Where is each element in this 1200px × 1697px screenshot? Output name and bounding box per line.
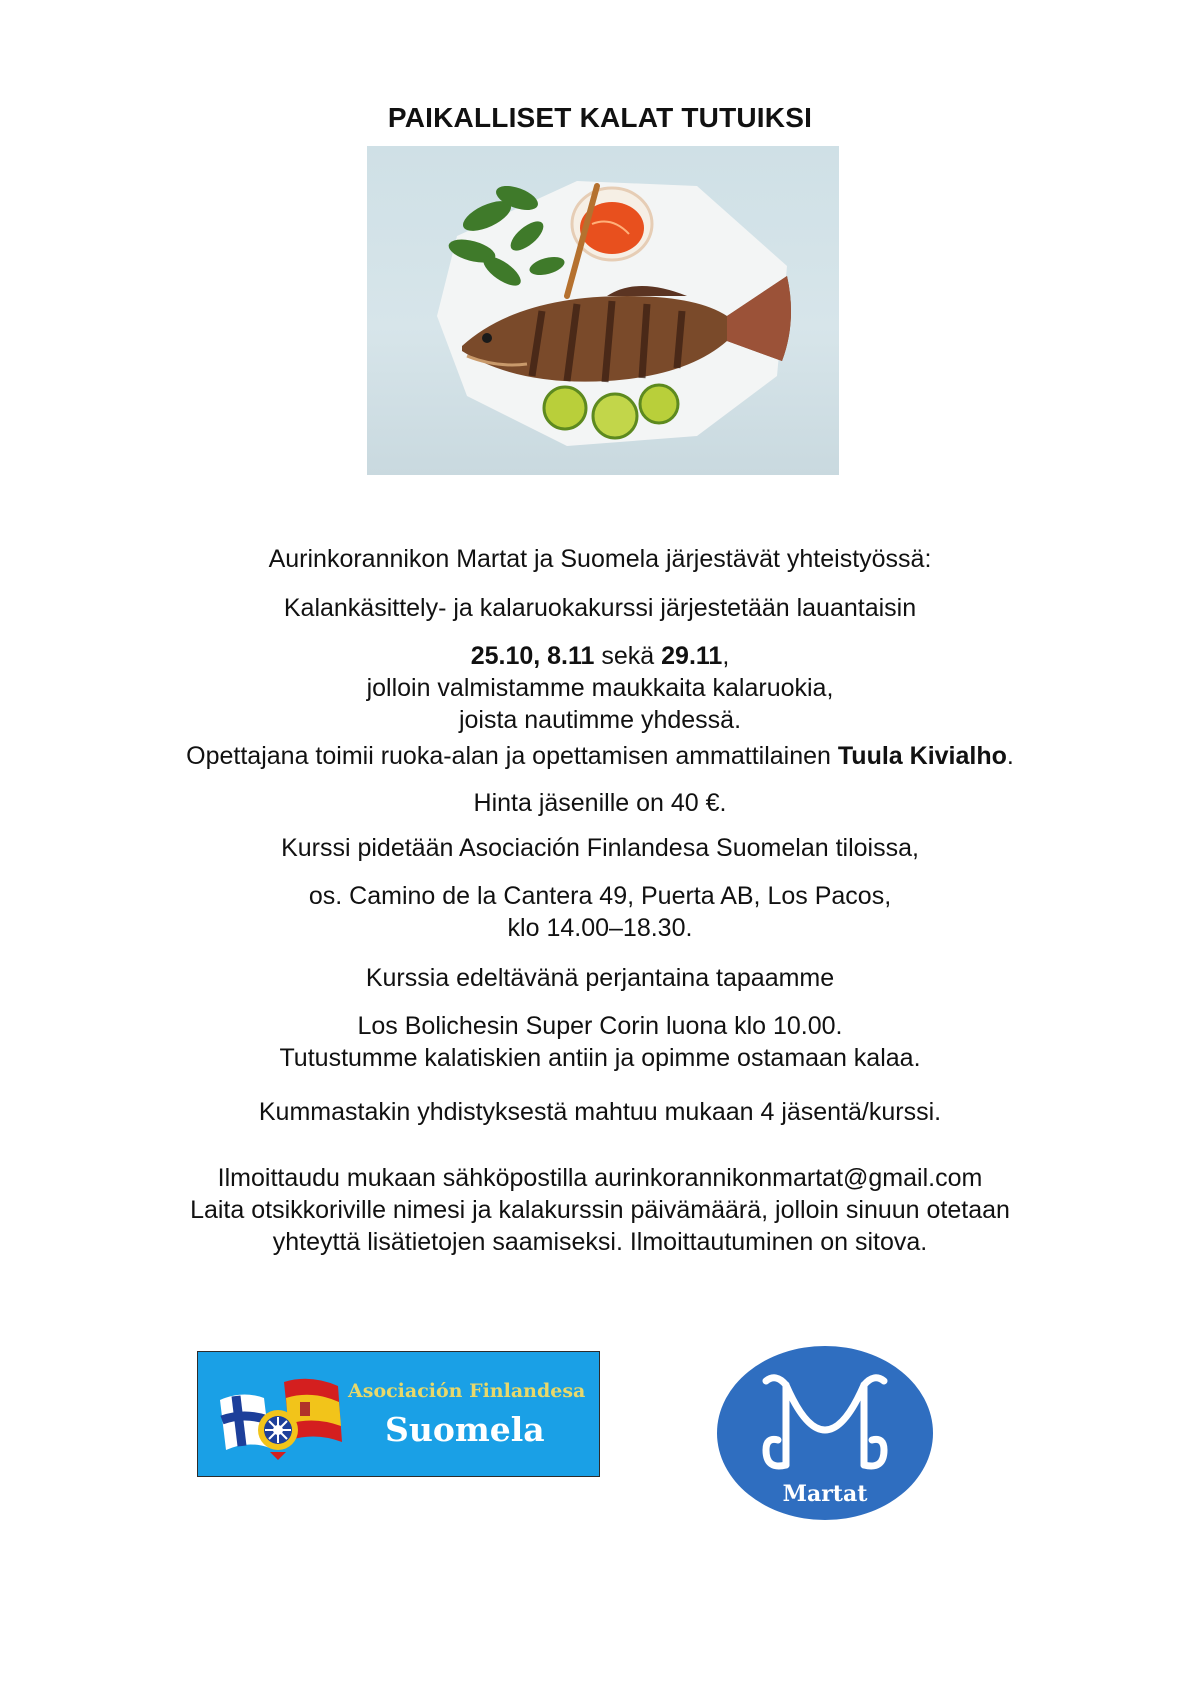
venue-line: Kurssi pidetään Asociación Finlandesa Suomelan tiloissa, xyxy=(281,834,919,862)
fried-fish-dish-photo-icon xyxy=(367,146,839,475)
dates-line xyxy=(0,640,1200,672)
teacher-line xyxy=(0,740,1200,772)
binding-line: yhteyttä lisätietojen saamiseksi. Ilmoittautuminen on sitova. xyxy=(272,1228,928,1256)
meeting-block xyxy=(0,1010,1200,1074)
subject-line: Laita otsikkoriville nimesi ja kalakurssin päivämäärä, jolloin sinuun otetaan xyxy=(190,1196,1010,1224)
intro-text xyxy=(0,543,1200,575)
market-line: Tutustumme kalatiskien antiin ja opimme ostamaan kalaa. xyxy=(279,1044,921,1072)
address-block xyxy=(0,880,1200,944)
intro-line: Aurinkorannikon Martat ja Suomela järjestävät yhteistyössä: xyxy=(268,545,932,573)
teacher-name: Tuula Kivialho xyxy=(837,742,1007,770)
price-text xyxy=(0,787,1200,819)
meet-line: Los Bolichesin Super Corin luona klo 10.00. xyxy=(357,1012,843,1040)
dates-comma: , xyxy=(722,642,730,670)
teacher-intro: Opettajana toimii ruoka-alan ja opettamisen ammattilainen xyxy=(186,742,838,770)
friday-text xyxy=(0,962,1200,994)
dates-last: 29.11 xyxy=(661,642,723,670)
capacity-line: Kummastakin yhdistyksestä mahtuu mukaan 4 jäsentä/kurssi. xyxy=(258,1098,942,1126)
enjoy-line: joista nautimme yhdessä. xyxy=(458,706,742,734)
teacher-period: . xyxy=(1006,742,1014,770)
cook-line: jolloin valmistamme maukkaita kalaruokia, xyxy=(366,674,834,702)
time-line: klo 14.00–18.30. xyxy=(507,914,693,942)
course-text xyxy=(0,592,1200,624)
course-line: Kalankäsittely- ja kalaruokakurssi järjestetään lauantaisin xyxy=(283,594,917,622)
suomela-logo xyxy=(197,1351,600,1477)
signup-line: Ilmoittaudu mukaan sähköpostilla aurinkorannikonmartat@gmail.com xyxy=(217,1164,983,1192)
venue-text xyxy=(0,832,1200,864)
finnish-spanish-flags-icon xyxy=(212,1360,352,1470)
price-line: Hinta jäsenille on 40 €. xyxy=(473,789,727,817)
teacher-text xyxy=(0,740,1200,772)
address-line: os. Camino de la Cantera 49, Puerta AB, Los Pacos, xyxy=(308,882,892,910)
signup-block xyxy=(0,1162,1200,1258)
martat-logo-text: Martat xyxy=(782,1481,868,1507)
martat-logo xyxy=(716,1345,934,1521)
suomela-logo-line2: Suomela xyxy=(385,1410,545,1449)
page-title: PAIKALLISET KALAT TUTUIKSI xyxy=(387,102,813,133)
friday-line: Kurssia edeltävänä perjantaina tapaamme xyxy=(365,964,835,992)
dates-block xyxy=(0,640,1200,736)
dates-separator: sekä xyxy=(594,642,662,670)
capacity-text xyxy=(0,1096,1200,1128)
suomela-logo-line1: Asociación Finlandesa xyxy=(348,1380,586,1402)
fried-fish-photo xyxy=(367,146,839,475)
dates-primary: 25.10, 8.11 xyxy=(470,642,595,670)
